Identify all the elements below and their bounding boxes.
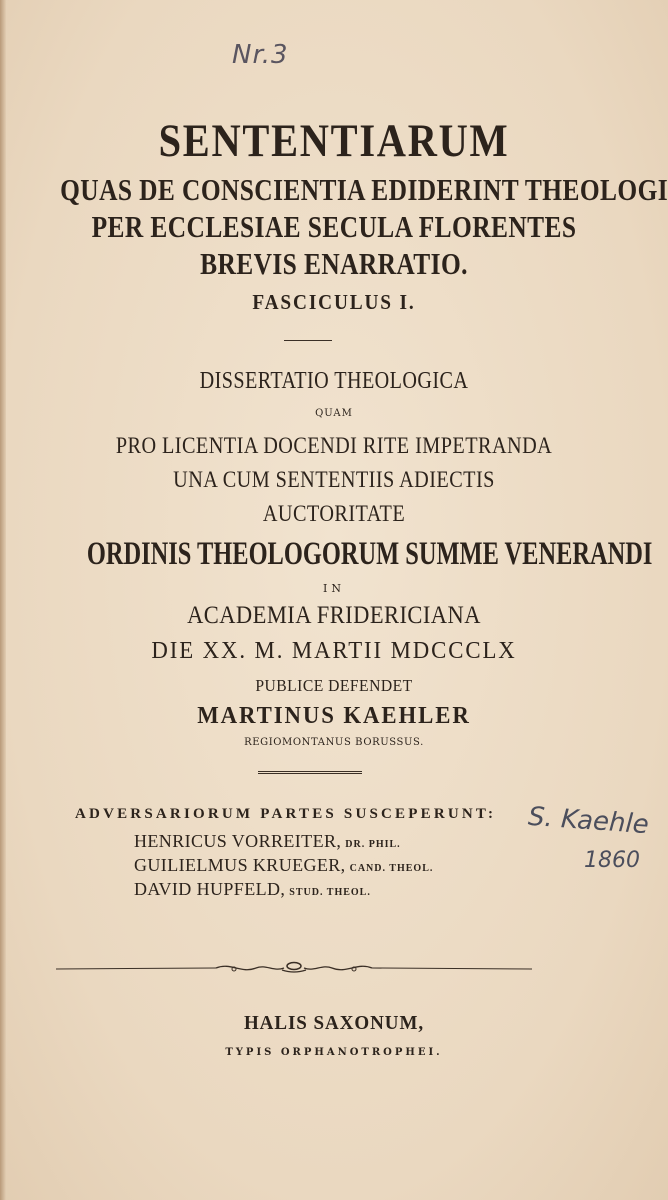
quam-label: QUAM — [315, 408, 353, 419]
imprint-printer: TYPIS ORPHANOTROPHEI. — [225, 1047, 443, 1058]
opponents-heading: ADVERSARIORUM PARTES SUSCEPERUNT: — [75, 806, 497, 822]
opponent-row — [134, 831, 401, 852]
subtitle-line-1: QUAS DE CONSCIENTIA EDIDERINT THEOLOGI — [60, 172, 668, 207]
opponent-name: GUILIELMUS KRUEGER, — [134, 855, 346, 875]
author-origin: REGIOMONTANUS BORUSSUS. — [244, 737, 424, 748]
defense-date: DIE XX. M. MARTII MDCCCLX — [151, 638, 517, 664]
purpose-line-2: UNA CUM SENTENTIIS ADIECTIS — [173, 467, 495, 492]
ornamental-rule — [56, 958, 532, 978]
main-title: SENTENTIARUM — [158, 115, 510, 167]
page-edge-shadow — [0, 0, 6, 1200]
purpose-line-1: PRO LICENTIA DOCENDI RITE IMPETRANDA — [115, 433, 553, 458]
divider-double — [258, 771, 362, 774]
opponent-degree: CAND. THEOL. — [349, 863, 434, 874]
opponent-name: HENRICUS VORREITER, — [134, 831, 342, 851]
opponent-row — [134, 855, 433, 876]
opponent-name: DAVID HUPFELD, — [134, 879, 286, 899]
academy-name: ACADEMIA FRIDERICIANA — [187, 602, 481, 629]
in-label: IN — [323, 582, 345, 595]
dissertation-heading: DISSERTATIO THEOLOGICA — [199, 368, 469, 394]
subtitle-line-3: BREVIS ENARRATIO. — [200, 246, 468, 281]
defends-label: PUBLICE DEFENDET — [255, 676, 413, 695]
divider-short — [284, 340, 332, 341]
subtitle-line-2: PER ECCLESIAE SECULA FLORENTES — [91, 209, 577, 244]
opponent-row — [134, 879, 371, 900]
faculty-name: ORDINIS THEOLOGORUM SUMME VENERANDI — [86, 536, 653, 572]
handwritten-margin-note: S. Kaehle — [527, 801, 650, 841]
fascicle-label: FASCICULUS I. — [252, 290, 416, 314]
opponent-degree: DR. PHIL. — [345, 839, 401, 850]
imprint-place: HALIS SAXONUM, — [243, 1012, 425, 1034]
purpose-line-3: AUCTORITATE — [262, 501, 406, 526]
opponent-degree: STUD. THEOL. — [289, 887, 371, 898]
author-name: MARTINUS KAEHLER — [197, 703, 471, 729]
handwritten-shelf-mark: Nr.3 — [232, 40, 289, 70]
handwritten-margin-year: 1860 — [584, 848, 640, 873]
